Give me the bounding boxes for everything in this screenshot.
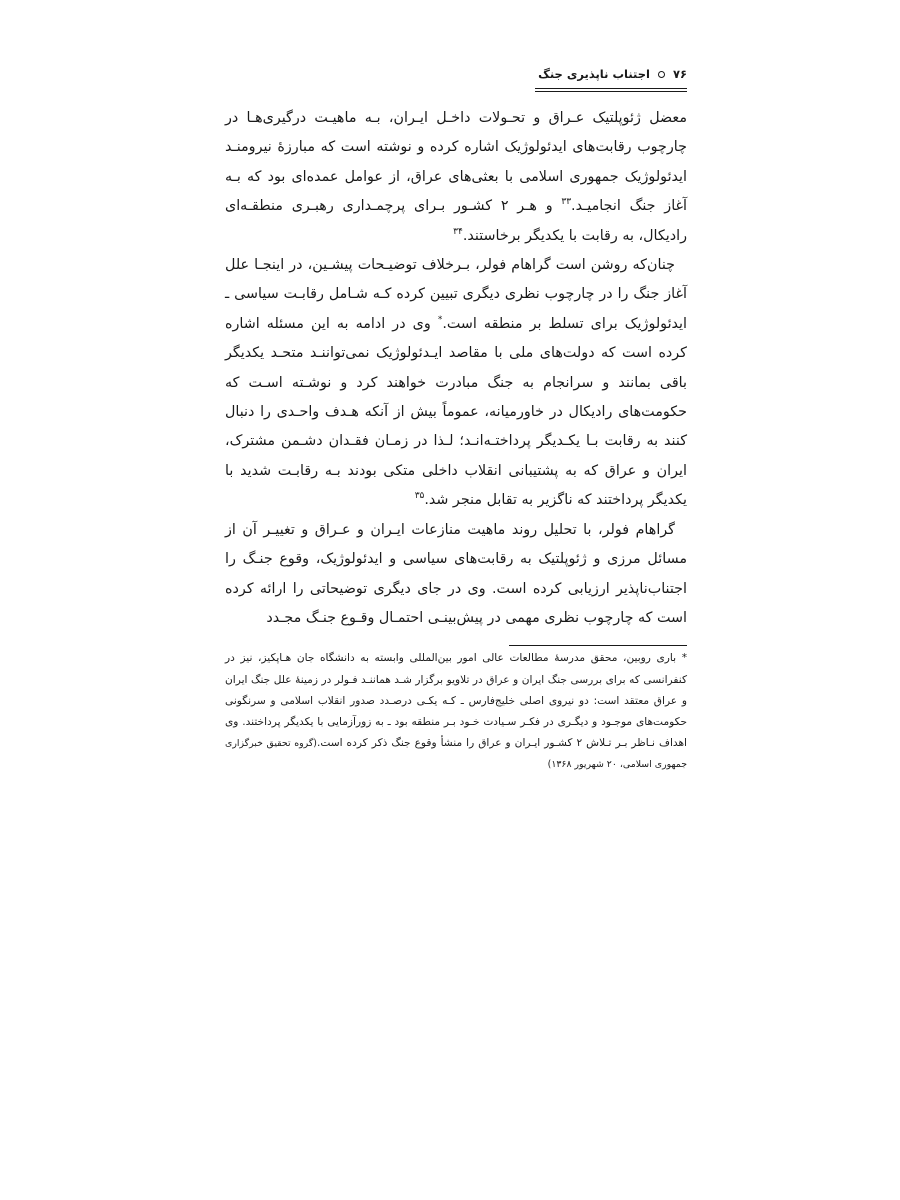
reference-33: ۳۳ [561,197,572,208]
paragraph-3 [225,516,687,634]
header-rule-secondary [535,91,687,92]
reference-35: ۳۵ [414,491,425,502]
running-title: اجتناب ناپذیری جنگ [538,67,650,81]
footnote-marker: * [437,315,443,326]
book-page [225,62,687,776]
footnote [225,648,687,775]
paragraph-2-text: چنان‌که روشن است گراهام فولر، بـرخلاف توضیـحات پیشـین، در اینجـا علل آغاز جنگ را در چارچوب نظری دیگری تبیین کرده کـه شـامل رقابـت سیاسی ـ ایدئولوژیک برای تسلط بر منطقه است. [225,257,688,332]
page-number: ۷۶ [672,67,687,81]
paragraph-1-text: معضل ژئوپلتیک عـراق و تحـولات داخـل ایـران، بـه ماهیـت درگیری‌هـا در چارچوب رقابت‌های ایدئولوژیک اشاره کرده و نوشته است که مبارزهٔ نیرومنـد ایدئولوژیک جمهوری اسلامی با بعثی‌های عراق، از عوامل عمده‌ای بود که بـه آغاز جنگ انجامیـد. [225,110,687,215]
paragraph-2-text-continued: وی در ادامه به این مسئله اشاره کرده است که دولت‌های ملی با مقاصد ایـدئولوژیک نمی‌تواننـد متحـد یکدیگر باقی بمانند و سرانجام به جنگ مبادرت خواهند کرد و نوشـته اسـت که حکومت‌های رادیکال در خاورمیانه، عموماً بیش از آنکه هـدف واحـدی را دنبال کنند به رقابت بـا یکـدیگر پرداختـه‌انـد؛ لـذا در زمـان فقـدان دشـمن مشترک، ایران و عراق که به پشتیبانی انقلاب داخلی متکی بودند بـه رقابـت شدید با یکدیگر پرداختند که ناگزیر به تقابل منجر شد. [225,315,687,509]
footnote-text: * باری روبین، محقق مدرسهٔ مطالعات عالی امور بین‌المللی وابسته به دانشگاه جان هـاپکیز، نیز در کنفرانسی که برای بررسی جنگ ایران و عراق در تلاویو برگزار شـد هماننـد فـولر در زمینهٔ علل جنگ ایران و عراق معتقد است: دو نیروی اصلی خلیج‌فارس ـ کـه یکـی درصـدد صدور انقلاب اسلامی و سرنگونی حکومت‌های موجـود و دیگـری در فکـر سـیادت خـود بـر منطقه بود ـ به زورآزمایی با یکدیگر پرداختند. وی اهداف نـاظر بـر تـلاش ۲ کشـور ایـران و عراق را منشأ وقوع جنگ ذکر کرده است. [225,652,688,750]
circle-separator-icon [658,71,665,78]
footnote-rule [509,645,687,646]
paragraph-1-text-continued: و هـر ۲ کشـور بـرای پرچمـداری رهبـری منطقـه‌ای رادیکال، به رقابت با یکدیگر برخاستند. [225,198,687,244]
footnote-source: (گروه تحقیق خبرگزاری جمهوری اسلامی، ۲۰ شهریور ۱۳۶۸) [225,738,687,771]
paragraph-2 [225,251,687,516]
body-text [225,104,687,633]
paragraph-3-text: گراهام فولر، با تحلیل روند ماهیت منازعات ایـران و عـراق و تغییـر آن از مسائل مرزی و ژئوپلتیک به رقابت‌های سیاسی و ایدئولوژیک، وقوع جنـگ را اجتناب‌ناپذیر ارزیابی کرده است. وی در جای دیگری توضیحاتی را ارائه کرده است که چارچوب نظری مهمی در پیش‌بینـی احتمـال وقـوع جنـگ مجـدد [225,521,687,626]
header-rule [535,88,687,89]
reference-34: ۳۴ [453,226,463,237]
paragraph-1 [225,104,687,251]
running-head [225,62,687,90]
